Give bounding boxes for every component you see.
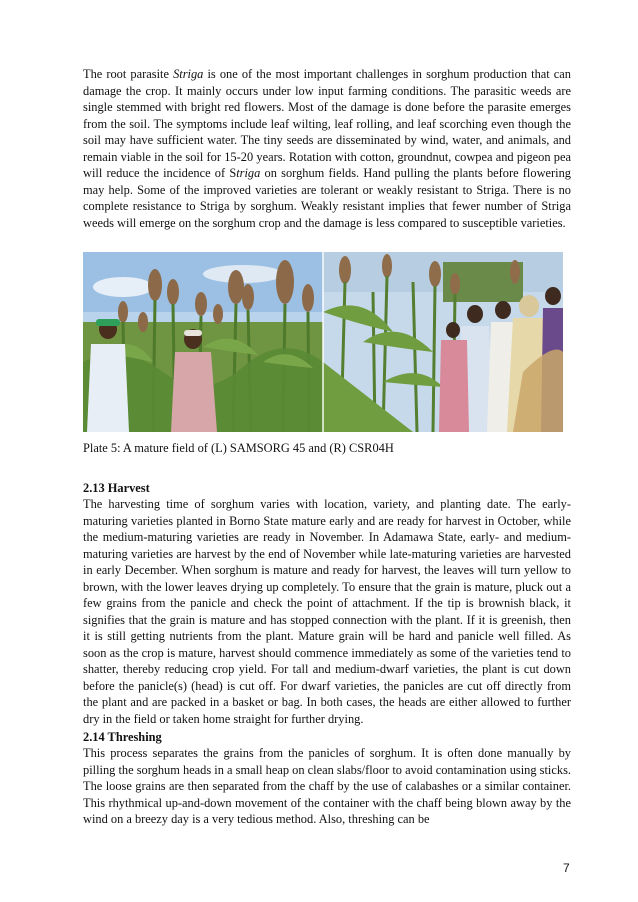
page-number: 7 — [563, 861, 570, 875]
harvest-heading: 2.13 Harvest — [83, 481, 150, 495]
left-photo — [83, 252, 323, 432]
right-photo — [323, 252, 563, 432]
plate-caption: Plate 5: A mature field of (L) SAMSORG 45 and (R) CSR04H — [83, 441, 394, 455]
intro-text-2: is one of the most important challenges in sorghum production that can damage the crop. It mainly occurs under low input farming conditions. The parasitic weeds are single stemmed with bright red flowers. Most of the damage is done before the parasite emerges from the soil. The symptoms include leaf wilting, leaf rolling, and leaf scorching even though the soil may have sufficient water. The tiny seeds are disseminated by wind, water, and animals, and remain viable in the soil for 15-20 years. Rotation with cotton, groundnut, cowpea and pigeon pea will reduce the incidence of S — [83, 67, 571, 180]
striga-term-2: triga — [236, 166, 261, 180]
striga-paragraph — [83, 66, 571, 231]
harvest-paragraph: The harvesting time of sorghum varies with location, variety, and planting date. The early-maturing varieties planted in Borno State mature early and are ready for harvest in October, while the medium-maturing varieties are ready in November. In Adamawa State, early- and medium-maturing varieties are harvest by the end of November while late-maturing varieties are harvested in early December. When sorghum is mature and ready for harvest, the leaves will turn yellow to brown, with the lower leaves drying up completely. To ensure that the grain is mature, pluck out a few grains from the panicle and check the point of attachment. If the tip is brownish black, it signifies that the grain is mature and has stopped connection with the plant. If it is greenish, then it is still getting nutrients from the plant. Mature grain will be hard and panicle well filled. As soon as the crop is mature, harvest should commence immediately as some of the varieties tend to shatter, thereby reducing crop yield. For tall and medium-dwarf varieties, the plant is cut down before the panicle(s) (head) is cut off. For dwarf varieties, the panicles are cut off directly from the plant and are packed in a basket or bag. In both cases, the heads are either allowed to further dry in the field or taken home straight for further drying. — [83, 497, 571, 726]
threshing-paragraph: This process separates the grains from the panicles of sorghum. It is often done manually by pilling the sorghum heads in a small heap on clean slabs/floor to avoid contamination using sticks. The loose grains are then separated from the chaff by the use of calabashes or a similar container. This rhythmical up-and-down movement of the container with the chaff being blown away by the wind on a breezy day is a very tedious method. Also, threshing can be — [83, 746, 571, 826]
intro-text-3: on sorghum fields. Hand pulling the plants before flowering may help. Some of the improved varieties are tolerant or weakly resistant to Striga. There is no complete resistance to Striga by sorghum. Weakly resistant implies that fewer number of Striga weeds will emerge on the sorghum crop and the damage is less compared to susceptible varieties. — [83, 166, 571, 230]
threshing-heading: 2.14 Threshing — [83, 730, 162, 744]
striga-term: Striga — [173, 67, 204, 81]
plate-photo — [83, 252, 563, 432]
intro-text-1: The root parasite — [83, 67, 174, 81]
